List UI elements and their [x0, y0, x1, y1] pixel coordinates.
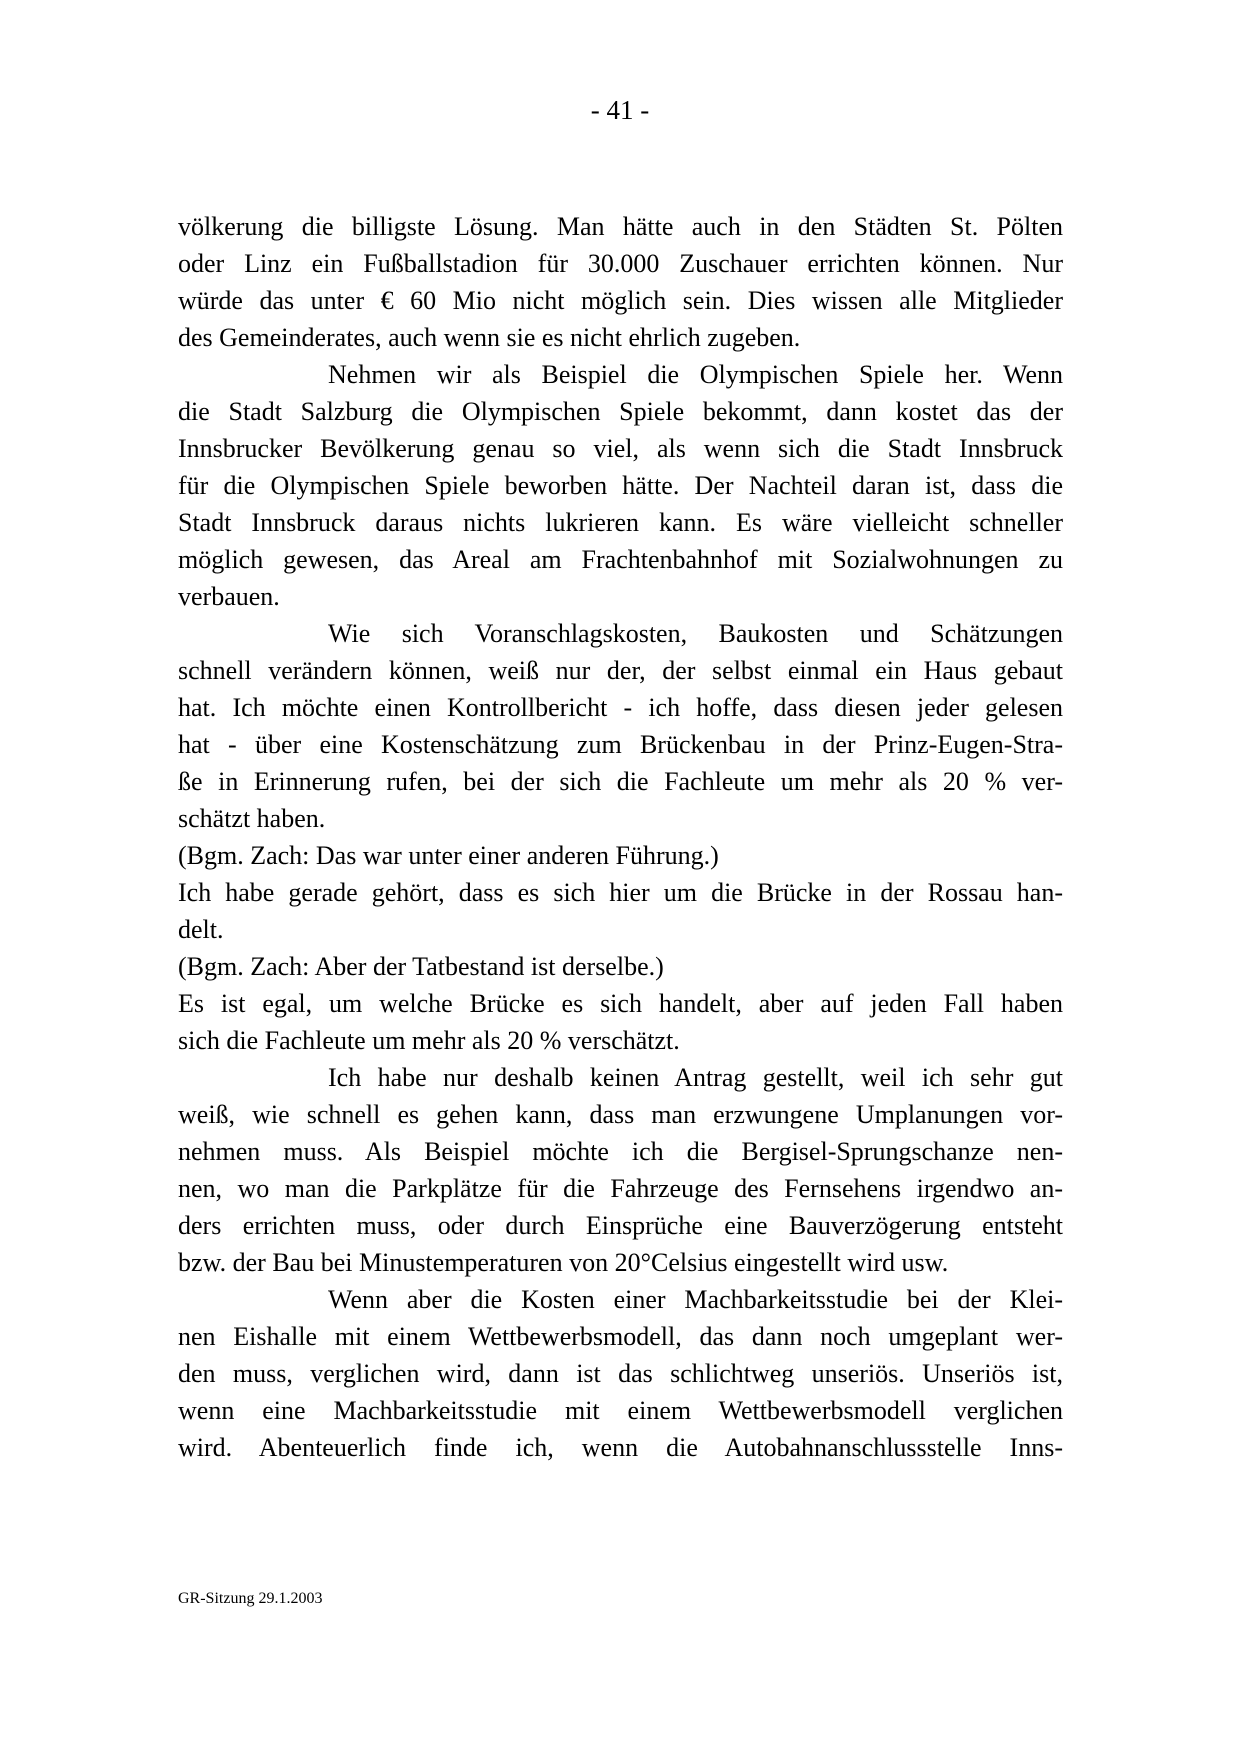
text-line: den muss, verglichen wird, dann ist das schlichtweg unseriös. Unseriös ist, — [178, 1359, 1063, 1388]
text-line: des Gemeinderates, auch wenn sie es nicht ehrlich zugeben. — [178, 323, 801, 352]
paragraph — [178, 356, 1063, 615]
paragraph — [178, 1281, 1063, 1466]
text-line: nehmen muss. Als Beispiel möchte ich die Bergisel-Sprungschanze nen- — [178, 1137, 1063, 1166]
text-line: verbauen. — [178, 582, 280, 611]
text-line: delt. — [178, 915, 224, 944]
text-line: schätzt haben. — [178, 804, 326, 833]
text-line: Stadt Innsbruck daraus nichts lukrieren kann. Es wäre vielleicht schneller — [178, 508, 1063, 537]
body-text — [178, 208, 1063, 1466]
text-line: Wie sich Voranschlagskosten, Baukosten und Schätzungen — [328, 619, 1063, 648]
page-number: - 41 - — [590, 95, 650, 125]
footer-session-date: GR-Sitzung 29.1.2003 — [178, 1590, 323, 1607]
text-line: die Stadt Salzburg die Olympischen Spiele bekommt, dann kostet das der — [178, 397, 1063, 426]
text-line: (Bgm. Zach: Das war unter einer anderen Führung.) — [178, 841, 719, 870]
paragraph — [178, 985, 1063, 1059]
paragraph — [178, 874, 1063, 948]
text-line: nen, wo man die Parkplätze für die Fahrzeuge des Fernsehens irgendwo an- — [178, 1174, 1063, 1203]
text-line: wenn eine Machbarkeitsstudie mit einem Wettbewerbsmodell verglichen — [178, 1396, 1063, 1425]
text-line: (Bgm. Zach: Aber der Tatbestand ist derselbe.) — [178, 952, 664, 981]
paragraph — [178, 208, 1063, 356]
text-line: Innsbrucker Bevölkerung genau so viel, als wenn sich die Stadt Innsbruck — [178, 434, 1063, 463]
text-line: sich die Fachleute um mehr als 20 % verschätzt. — [178, 1026, 680, 1055]
text-line: Ich habe gerade gehört, dass es sich hier um die Brücke in der Rossau han- — [178, 878, 1063, 907]
text-line: schnell verändern können, weiß nur der, der selbst einmal ein Haus gebaut — [178, 656, 1063, 685]
text-line: Nehmen wir als Beispiel die Olympischen Spiele her. Wenn — [328, 360, 1063, 389]
text-line: wird. Abenteuerlich finde ich, wenn die Autobahnanschlussstelle Inns- — [178, 1433, 1063, 1462]
text-line: hat. Ich möchte einen Kontrollbericht - ich hoffe, dass diesen jeder gelesen — [178, 693, 1063, 722]
text-line: völkerung die billigste Lösung. Man hätte auch in den Städten St. Pölten — [178, 212, 1063, 241]
text-line: ße in Erinnerung rufen, bei der sich die Fachleute um mehr als 20 % ver- — [178, 767, 1063, 796]
text-line: Es ist egal, um welche Brücke es sich handelt, aber auf jeden Fall haben — [178, 989, 1063, 1018]
interjection — [178, 948, 1063, 985]
text-line: hat - über eine Kostenschätzung zum Brückenbau in der Prinz-Eugen-Stra- — [178, 730, 1063, 759]
paragraph — [178, 615, 1063, 837]
text-line: für die Olympischen Spiele beworben hätte. Der Nachteil daran ist, dass die — [178, 471, 1063, 500]
text-line: Ich habe nur deshalb keinen Antrag gestellt, weil ich sehr gut — [328, 1063, 1063, 1092]
text-line: nen Eishalle mit einem Wettbewerbsmodell, das dann noch umgeplant wer- — [178, 1322, 1063, 1351]
text-line: würde das unter € 60 Mio nicht möglich sein. Dies wissen alle Mitglieder — [178, 286, 1063, 315]
text-line: bzw. der Bau bei Minustemperaturen von 20°Celsius eingestellt wird usw. — [178, 1248, 949, 1277]
text-line: ders errichten muss, oder durch Einsprüche eine Bauverzögerung entsteht — [178, 1211, 1063, 1240]
text-line: oder Linz ein Fußballstadion für 30.000 Zuschauer errichten können. Nur — [178, 249, 1063, 278]
text-line: möglich gewesen, das Areal am Frachtenbahnhof mit Sozialwohnungen zu — [178, 545, 1063, 574]
text-line: weiß, wie schnell es gehen kann, dass man erzwungene Umplanungen vor- — [178, 1100, 1063, 1129]
paragraph — [178, 1059, 1063, 1281]
interjection — [178, 837, 1063, 874]
text-line: Wenn aber die Kosten einer Machbarkeitsstudie bei der Klei- — [328, 1285, 1063, 1314]
